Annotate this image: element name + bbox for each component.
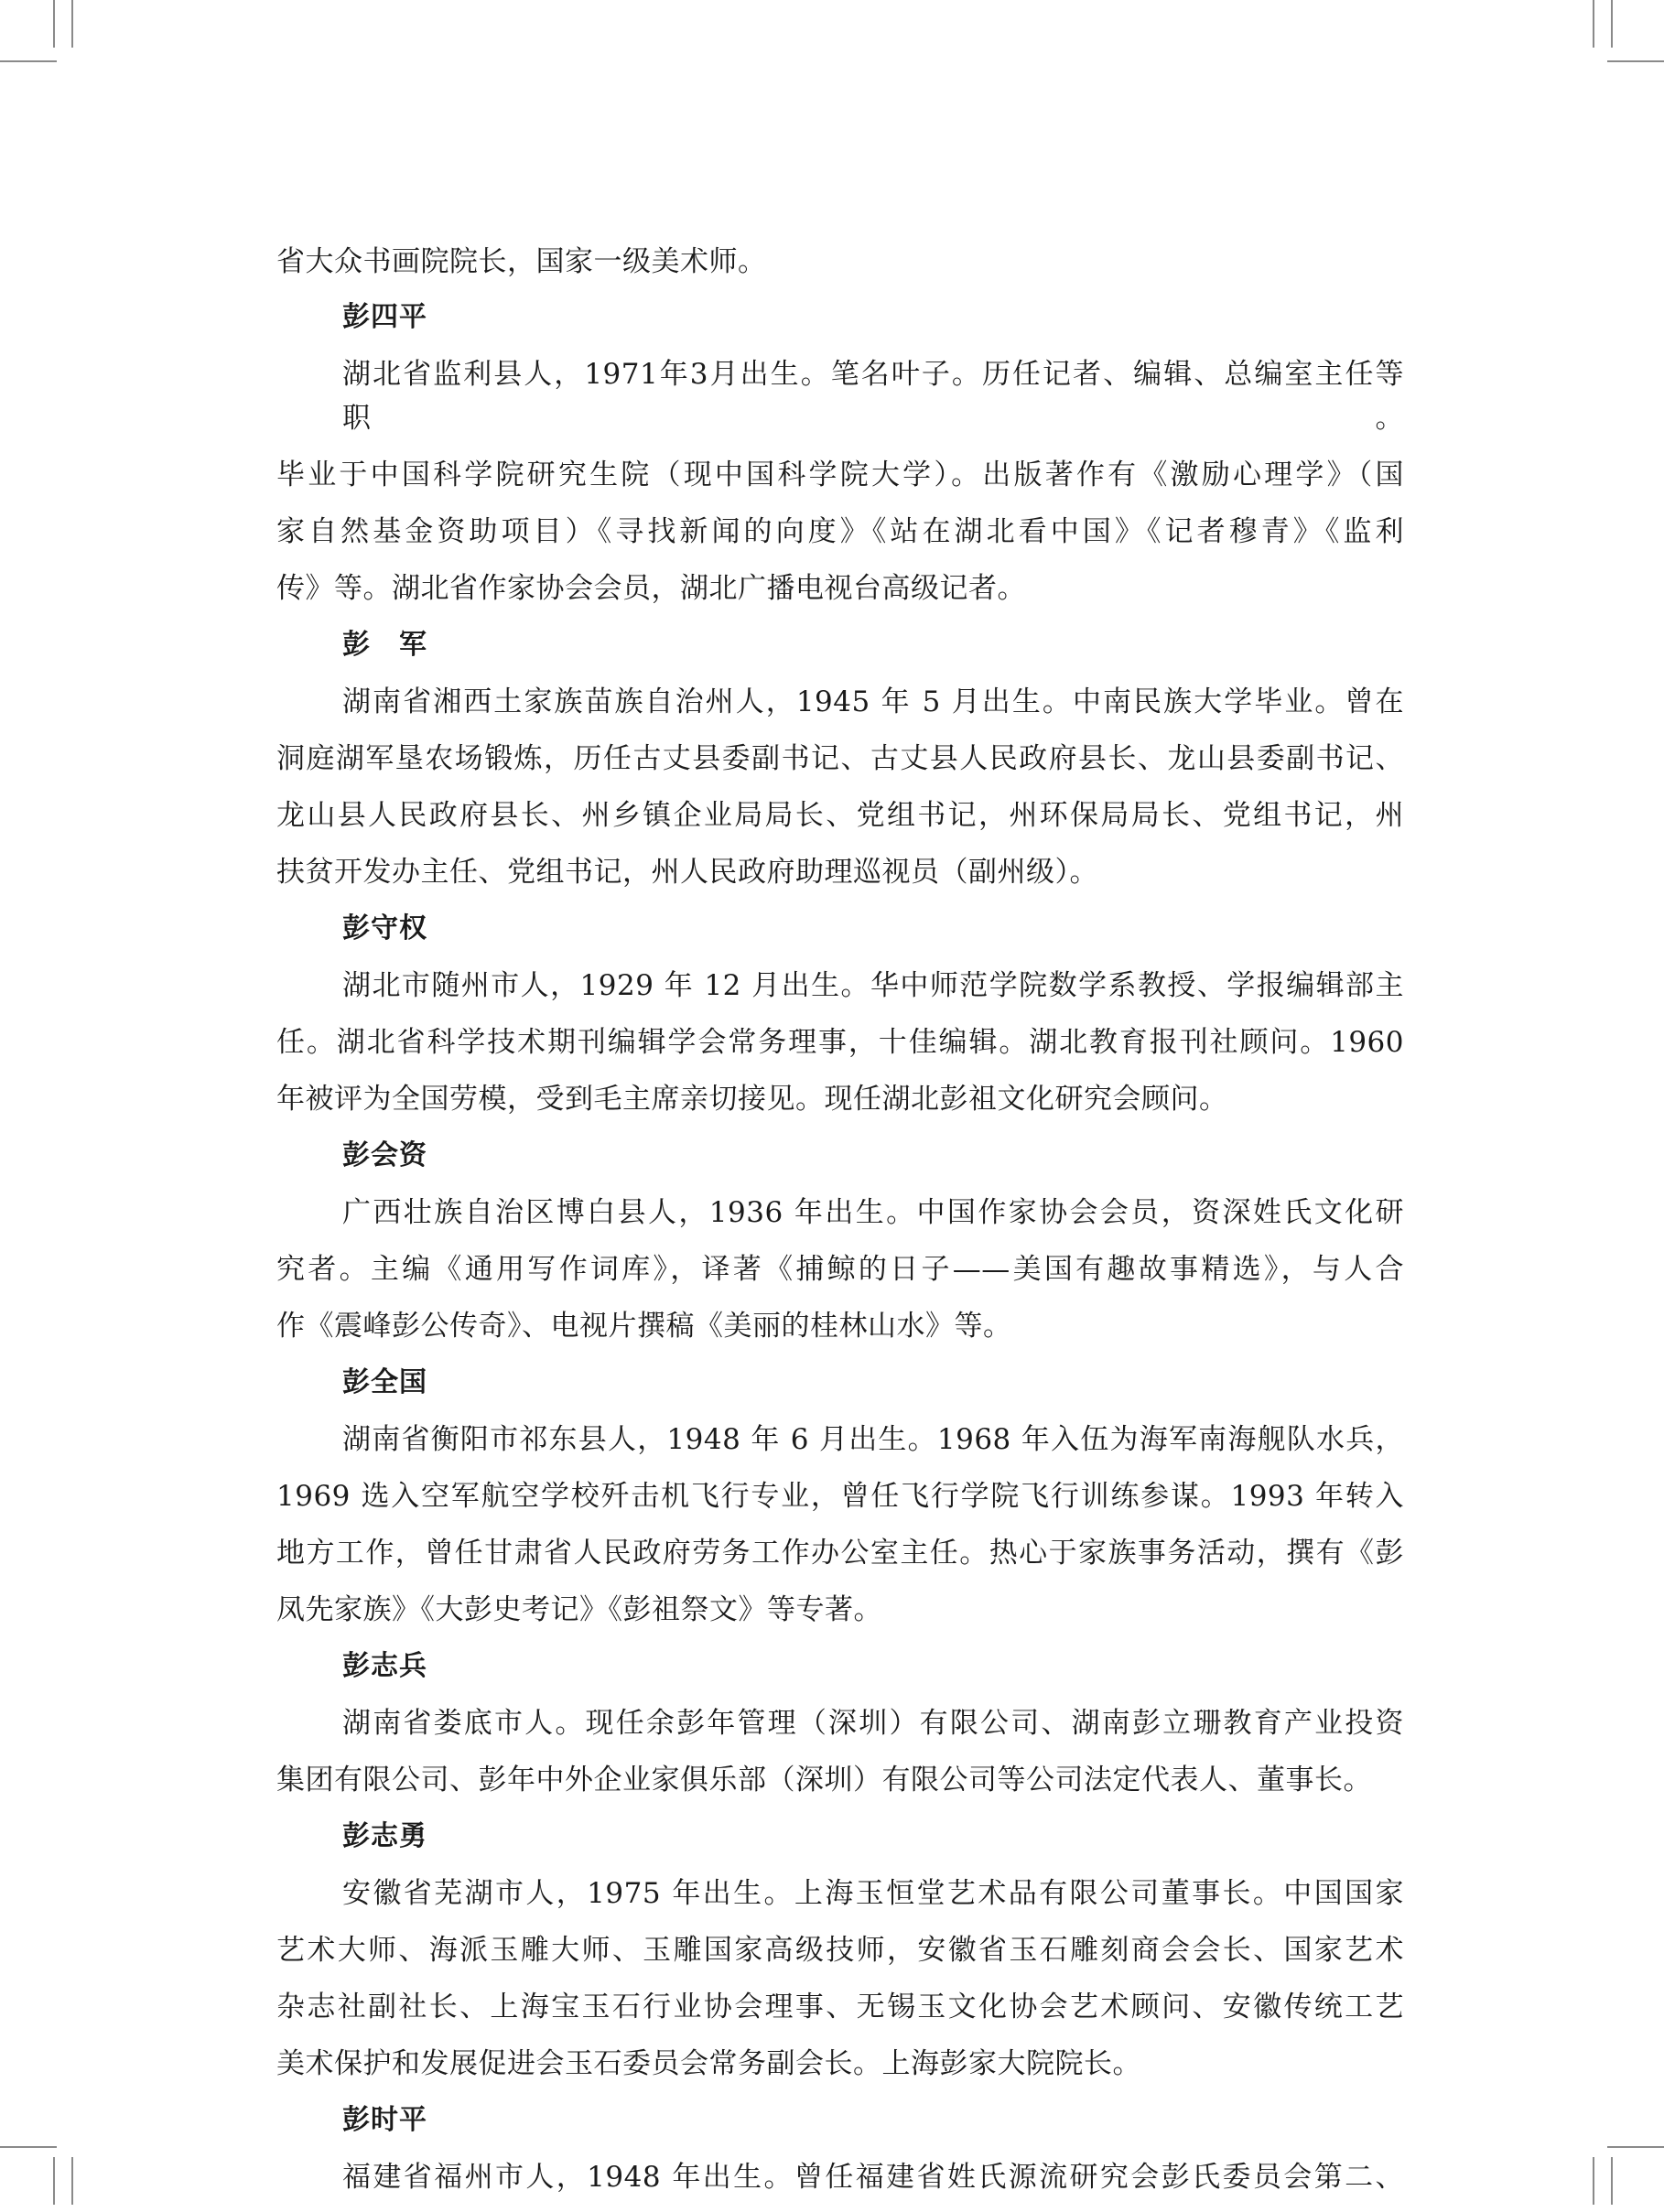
body-text xyxy=(276,240,1404,2212)
paragraph-line: 湖南省湘西土家族苗族自治州人，1945 年 5 月出生。中南民族大学毕业。曾在 xyxy=(342,685,1404,718)
entry-name: 彭志兵 xyxy=(342,1650,427,1682)
paragraph-line: 毕业于中国科学院研究生院（现中国科学院大学）。出版著作有《激励心理学》（国 xyxy=(276,459,1404,491)
entry-name: 彭会资 xyxy=(342,1139,427,1171)
paragraph-line: 杂志社副社长、上海宝玉石行业协会理事、无锡玉文化协会艺术顾问、安徽传统工艺 xyxy=(276,1991,1404,2023)
entry-paragraph xyxy=(276,680,1404,894)
paragraph-line: 地方工作，曾任甘肃省人民政府劳务工作办公室主任。热心于家族事务活动，撰有《彭 xyxy=(276,1537,1404,1570)
entry xyxy=(276,296,1404,610)
entry xyxy=(276,1361,1404,1632)
paragraph-line: 年被评为全国劳模，受到毛主席亲切接见。现任湖北彭祖文化研究会顾问。 xyxy=(276,1083,1228,1116)
entry-paragraph xyxy=(276,1418,1404,1632)
crop-mark-tr-v2 xyxy=(1611,0,1613,48)
paragraph-line: 集团有限公司、彭年中外企业家俱乐部（深圳）有限公司等公司法定代表人、董事长。 xyxy=(276,1764,1372,1797)
entry-name: 彭 军 xyxy=(342,629,427,661)
paragraph-line: 作《震峰彭公传奇》、电视片撰稿《美丽的桂林山水》等。 xyxy=(276,1310,1012,1343)
paragraph-line: 福建省福州市人，1948 年出生。曾任福建省姓氏源流研究会彭氏委员会第二、 xyxy=(342,2161,1404,2194)
crop-mark-bl-h xyxy=(0,2146,57,2148)
paragraph-line: 扶贫开发办主任、党组书记，州人民政府助理巡视员（副州级）。 xyxy=(276,856,1098,889)
crop-mark-tr-h xyxy=(1607,60,1664,62)
crop-mark-tl-h xyxy=(0,60,57,62)
paragraph-line: 安徽省芜湖市人，1975 年出生。上海玉恒堂艺术品有限公司董事长。中国国家 xyxy=(342,1877,1404,1910)
entry-name: 彭时平 xyxy=(342,2104,427,2136)
paragraph-line: 湖南省衡阳市祁东县人，1948 年 6 月出生。1968 年入伍为海军南海舰队水兵， xyxy=(342,1423,1404,1456)
crop-mark-tl-v1 xyxy=(53,0,55,48)
crop-mark-tl-v2 xyxy=(71,0,73,48)
crop-mark-bl-v2 xyxy=(71,2157,73,2205)
entry-name: 彭全国 xyxy=(342,1366,427,1398)
paragraph-line: 凤先家族》《大彭史考记》《彭祖祭文》等专著。 xyxy=(276,1593,882,1626)
entry xyxy=(276,1815,1404,2086)
entry-paragraph xyxy=(276,1191,1404,1348)
paragraph-line: 美术保护和发展促进会玉石委员会常务副会长。上海彭家大院院长。 xyxy=(276,2047,1141,2080)
entry-name: 彭四平 xyxy=(342,301,427,333)
paragraph-line: 广西壮族自治区博白县人，1936 年出生。中国作家协会会员，资深姓氏文化研 xyxy=(342,1196,1404,1229)
paragraph-line: 传》等。湖北省作家协会会员，湖北广播电视台高级记者。 xyxy=(276,572,1026,605)
paragraph-line: 湖南省娄底市人。现任余彭年管理（深圳）有限公司、湖南彭立珊教育产业投资 xyxy=(342,1707,1404,1740)
paragraph-line: 究者。主编《通用写作词库》，译著《捕鲸的日子——美国有趣故事精选》，与人合 xyxy=(276,1253,1404,1286)
paragraph-line: 洞庭湖军垦农场锻炼，历任古丈县委副书记、古丈县人民政府县长、龙山县委副书记、 xyxy=(276,742,1404,775)
entry xyxy=(276,907,1404,1121)
opening-line: 省大众书画院院长，国家一级美术师。 xyxy=(276,245,767,278)
entry xyxy=(276,1134,1404,1348)
entry-paragraph xyxy=(276,1701,1404,1802)
crop-mark-bl-v1 xyxy=(53,2157,55,2205)
paragraph-line: 湖北省监利县人，1971年3月出生。笔名叶子。历任记者、编辑、总编室主任等职。 xyxy=(342,358,1404,435)
paragraph-line: 龙山县人民政府县长、州乡镇企业局局长、党组书记，州环保局局长、党组书记，州 xyxy=(276,799,1404,832)
paragraph-line: 家自然基金资助项目）《寻找新闻的向度》《站在湖北看中国》《记者穆青》《监利 xyxy=(276,515,1404,548)
paragraph-line: 1969 选入空军航空学校歼击机飞行专业，曾任飞行学院飞行训练参谋。1993 年转入 xyxy=(276,1480,1404,1513)
crop-mark-br-v1 xyxy=(1593,2157,1594,2205)
entry-name: 彭守权 xyxy=(342,912,427,944)
paragraph-line: 艺术大师、海派玉雕大师、玉雕国家高级技师，安徽省玉石雕刻商会会长、国家艺术 xyxy=(276,1934,1404,1967)
paragraph-line: 湖北市随州市人，1929 年 12 月出生。华中师范学院数学系教授、学报编辑部主 xyxy=(342,969,1404,1002)
entry xyxy=(276,1645,1404,1802)
entry-name: 彭志勇 xyxy=(342,1820,427,1852)
entry xyxy=(276,2099,1404,2199)
entry-paragraph xyxy=(276,1872,1404,2086)
paragraph-line: 任。湖北省科学技术期刊编辑学会常务理事，十佳编辑。湖北教育报刊社顾问。1960 xyxy=(276,1026,1404,1059)
crop-mark-br-v2 xyxy=(1611,2157,1613,2205)
entry-paragraph xyxy=(276,2155,1404,2199)
entry-paragraph xyxy=(276,352,1404,610)
entry xyxy=(276,623,1404,894)
entry-paragraph xyxy=(276,964,1404,1121)
crop-mark-br-h xyxy=(1607,2146,1664,2148)
crop-mark-tr-v1 xyxy=(1593,0,1594,48)
